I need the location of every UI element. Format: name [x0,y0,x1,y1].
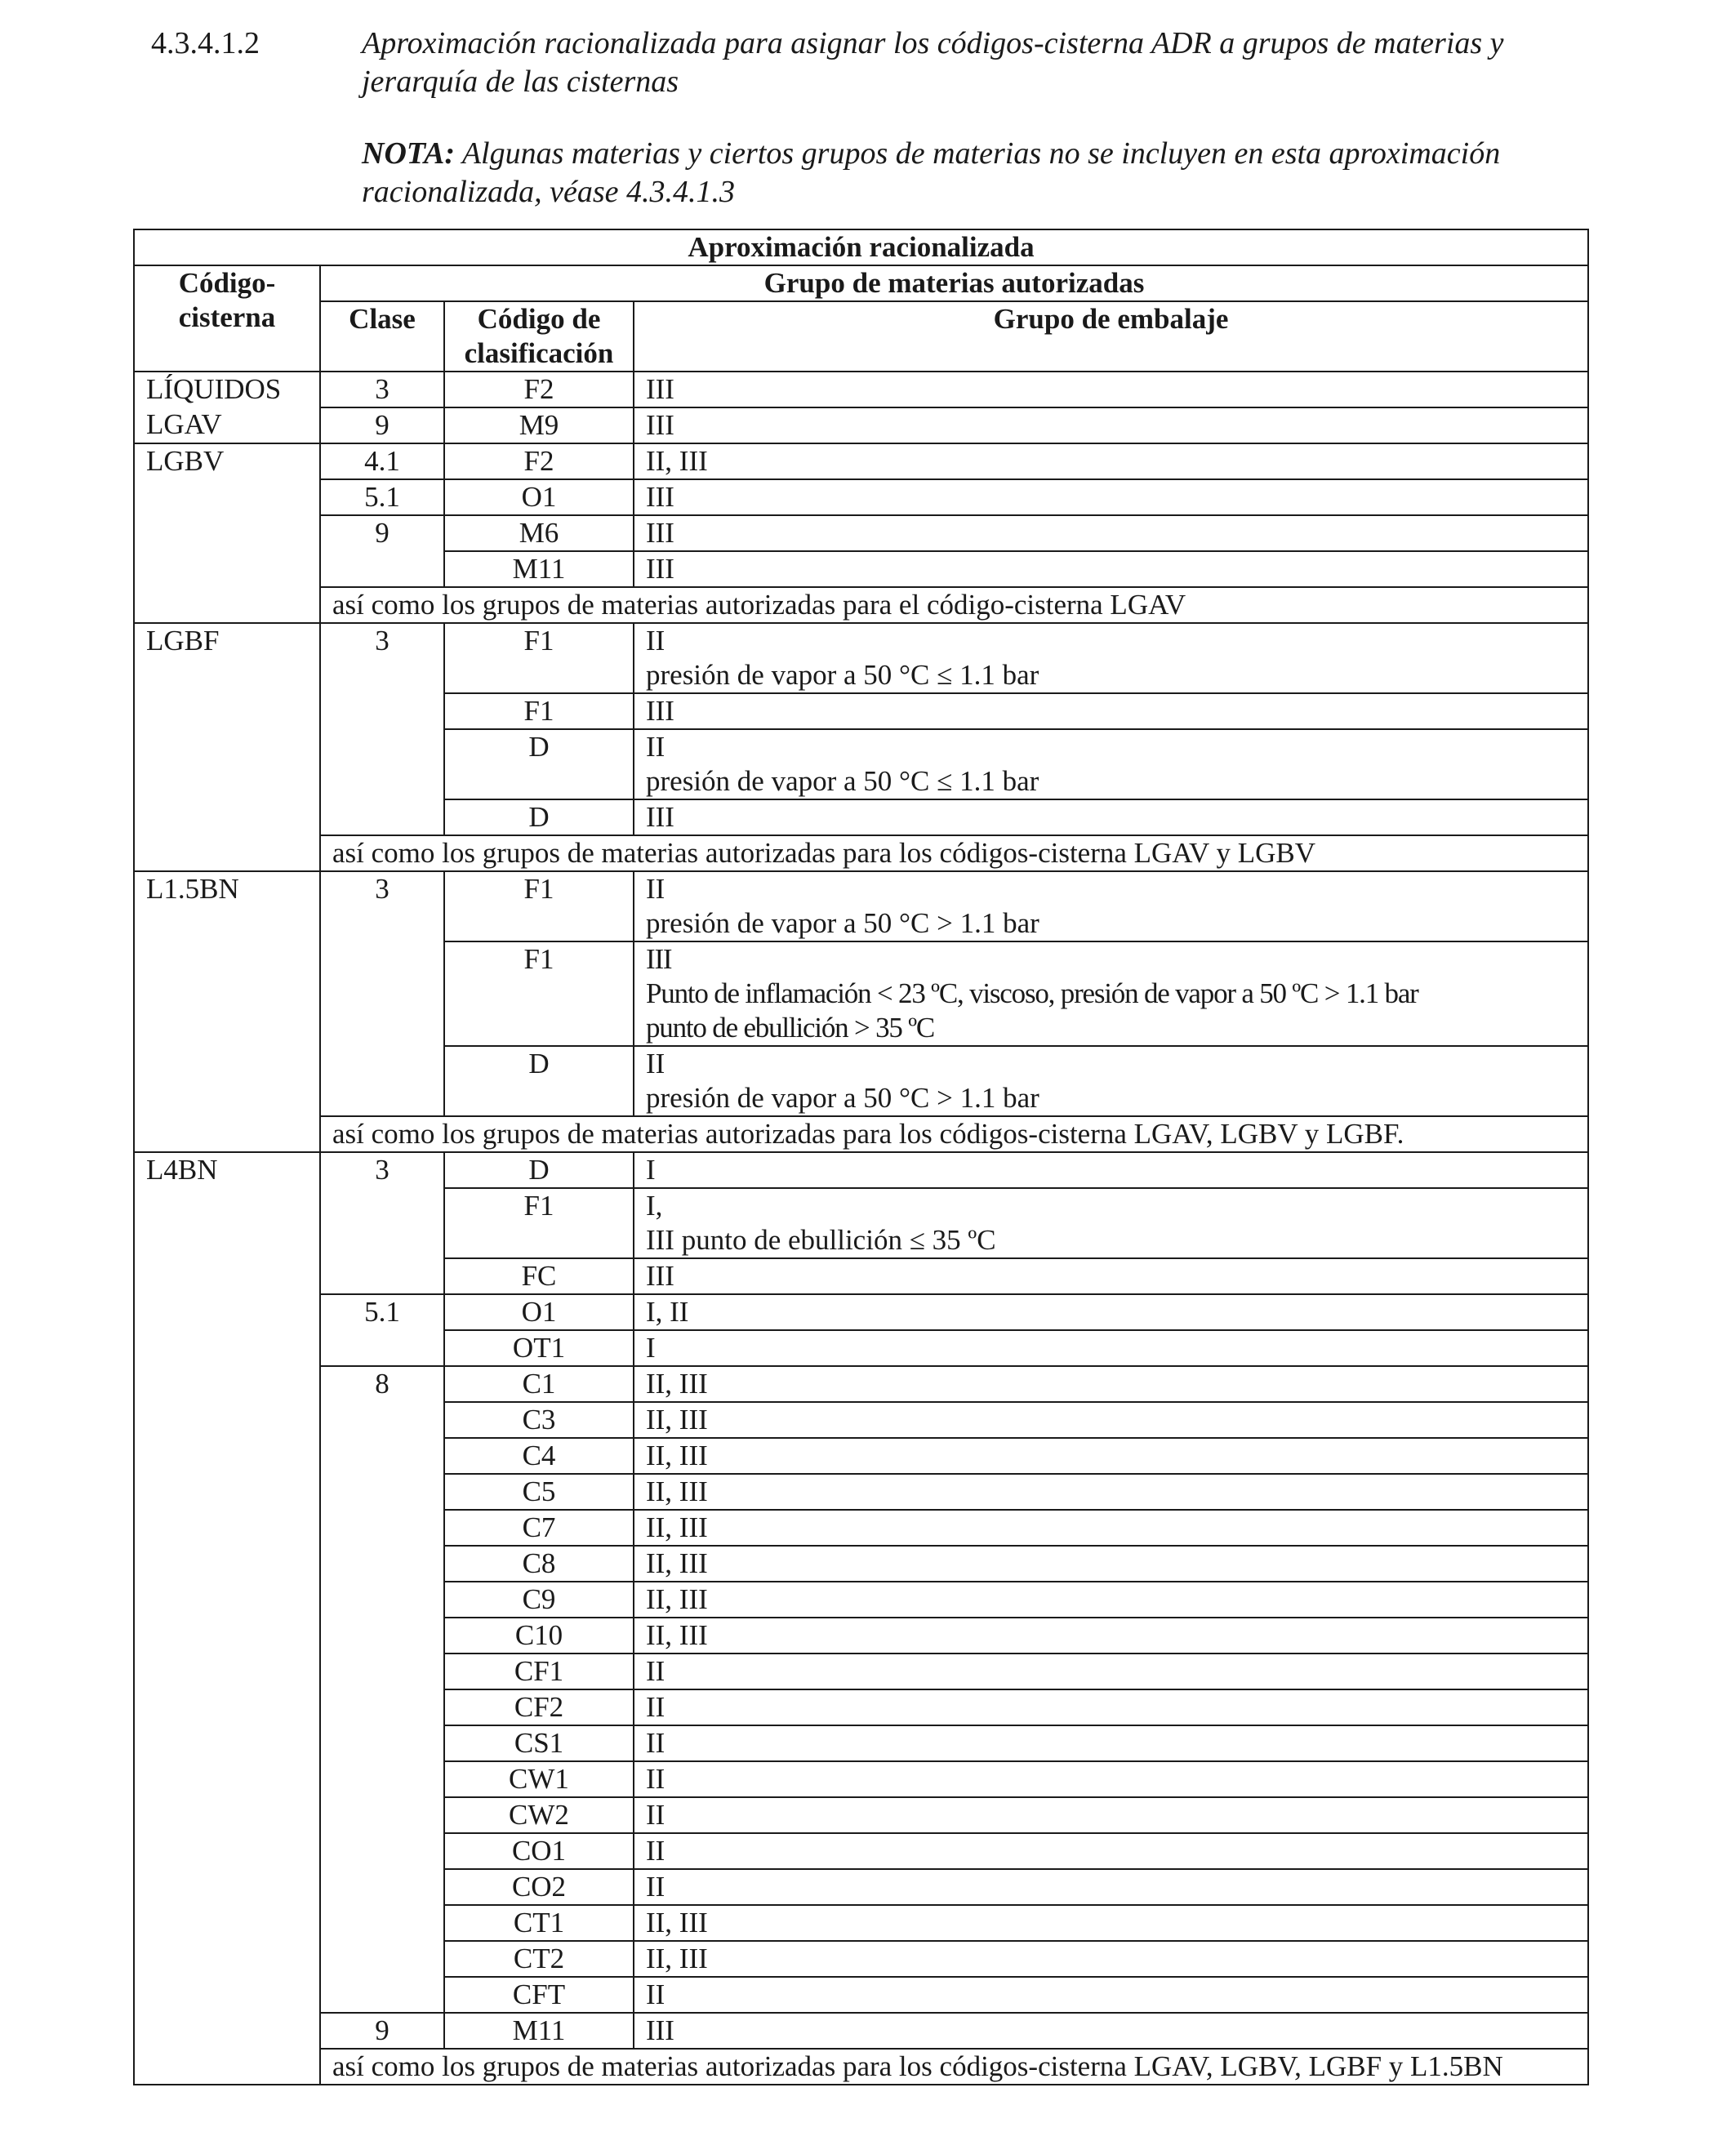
tank-code-l4bn: L4BN [134,1152,320,2085]
class-cell: 9 [320,407,444,443]
l15bn-note: así como los grupos de materias autorizadas para los códigos-cisterna LGAV, LGBV y LGBF. [320,1116,1588,1152]
classification-cell: CT1 [444,1905,634,1941]
packing-cell: I [634,1330,1588,1366]
packing-cell: III [634,479,1588,515]
packing-cell: II, III [634,1438,1588,1474]
packing-condition: III punto de ebullición ≤ 35 ºC [646,1224,996,1256]
class-cell: 9 [320,2013,444,2049]
classification-cell: CT2 [444,1941,634,1977]
header-classification: Código de clasificación [444,301,634,372]
class-cell: 5.1 [320,479,444,515]
classification-cell: M6 [444,515,634,551]
packing-condition: punto de ebullición > 35 ºC [646,1012,935,1044]
classification-cell: M9 [444,407,634,443]
tank-code-lgav: LGAV [134,407,320,443]
classification-cell: F1 [444,623,634,693]
classification-cell: CW2 [444,1797,634,1833]
class-cell: 3 [320,1152,444,1294]
lgbv-note: así como los grupos de materias autorizadas para el código-cisterna LGAV [320,587,1588,623]
classification-cell: CO1 [444,1833,634,1869]
section-number: 4.3.4.1.2 [151,26,260,60]
classification-cell: F2 [444,443,634,479]
packing-cell: II [634,1797,1588,1833]
note-text: Algunas materias y ciertos grupos de materias no se incluyen en esta aproximación racionalizada, véase 4.3.4.1.3 [362,136,1501,209]
packing-cell: II [634,1725,1588,1761]
packing-condition: presión de vapor a 50 °C ≤ 1.1 bar [646,765,1039,797]
packing-cell: II [634,1761,1588,1797]
packing-cell: II, III [634,1905,1588,1941]
packing-cell: II, III [634,1546,1588,1582]
classification-cell: F2 [444,372,634,407]
packing-cell: III [634,551,1588,587]
tank-code-lgbf: LGBF [134,623,320,871]
header-class: Clase [320,301,444,372]
class-cell: 5.1 [320,1294,444,1366]
packing-cell: II, III [634,1366,1588,1402]
classification-cell: M11 [444,2013,634,2049]
class-cell: 3 [320,871,444,1116]
tank-code-lgbv: LGBV [134,443,320,623]
classification-cell: D [444,1152,634,1188]
packing-condition: presión de vapor a 50 °C ≤ 1.1 bar [646,659,1039,691]
classification-cell: F1 [444,693,634,729]
l4bn-note: así como los grupos de materias autorizadas para los códigos-cisterna LGAV, LGBV, LGBF y L1.5BN [320,2049,1588,2085]
classification-cell: C5 [444,1474,634,1510]
classification-cell: C4 [444,1438,634,1474]
classification-cell: D [444,799,634,835]
classification-cell: C1 [444,1366,634,1402]
classification-cell: OT1 [444,1330,634,1366]
packing-cell: II, III [634,1941,1588,1977]
packing-group: II [646,873,665,905]
tank-code-table [133,229,1589,2085]
class-cell: 4.1 [320,443,444,479]
class8-row [134,1366,1588,1402]
classification-cell: CF2 [444,1689,634,1725]
packing-cell: II, III [634,443,1588,479]
packing-cell [634,871,1588,941]
packing-cell: II [634,1869,1588,1905]
packing-cell: II, III [634,1510,1588,1546]
packing-cell: III [634,372,1588,407]
classification-cell: C3 [444,1402,634,1438]
packing-cell: II [634,1689,1588,1725]
class-cell: 3 [320,372,444,407]
class-cell: 3 [320,623,444,835]
packing-group: II [646,625,665,657]
packing-cell [634,623,1588,693]
class-cell: 8 [320,1366,444,2013]
section-title: Aproximación racionalizada para asignar los códigos-cisterna ADR a grupos de materias y jerarquía de las cisternas [362,26,1504,99]
packing-condition: presión de vapor a 50 °C > 1.1 bar [646,1082,1039,1114]
classification-cell: F1 [444,1188,634,1258]
header-code: Código-cisterna [134,265,320,372]
packing-cell [634,729,1588,799]
header-packing: Grupo de embalaje [634,301,1588,372]
packing-condition: Punto de inflamación < 23 ºC, viscoso, presión de vapor a 50 ºC > 1.1 bar [646,977,1418,1009]
packing-cell: II [634,1977,1588,2013]
classification-cell: C9 [444,1582,634,1618]
packing-condition: presión de vapor a 50 °C > 1.1 bar [646,907,1039,939]
classification-cell: D [444,729,634,799]
packing-group: I, [646,1190,663,1222]
packing-cell: III [634,2013,1588,2049]
classification-cell: CW1 [444,1761,634,1797]
packing-group: III [646,943,672,975]
classification-cell: C10 [444,1618,634,1654]
packing-cell: III [634,515,1588,551]
classification-cell: FC [444,1258,634,1294]
classification-cell: CFT [444,1977,634,2013]
packing-cell: II, III [634,1474,1588,1510]
table-title: Aproximación racionalizada [134,229,1588,265]
header-group: Grupo de materias autorizadas [320,265,1588,301]
packing-cell: II [634,1833,1588,1869]
classification-cell: CS1 [444,1725,634,1761]
classification-cell: CF1 [444,1654,634,1689]
packing-cell: II, III [634,1582,1588,1618]
class-cell: 9 [320,515,444,587]
packing-cell: III [634,693,1588,729]
tank-code-liquidos: LÍQUIDOS [134,372,320,407]
classification-cell: C7 [444,1510,634,1546]
classification-cell: CO2 [444,1869,634,1905]
packing-cell: I, II [634,1294,1588,1330]
packing-cell: III [634,1258,1588,1294]
packing-cell: I [634,1152,1588,1188]
classification-cell: F1 [444,941,634,1046]
packing-cell: II [634,1654,1588,1689]
tank-code-l15bn: L1.5BN [134,871,320,1152]
note-label: NOTA: [362,136,455,171]
packing-cell: II, III [634,1618,1588,1654]
note-paragraph [362,135,1603,211]
classification-cell: M11 [444,551,634,587]
packing-cell [634,1046,1588,1116]
lgbf-note: así como los grupos de materias autorizadas para los códigos-cisterna LGAV y LGBV [320,835,1588,871]
classification-cell: D [444,1046,634,1116]
packing-cell [634,941,1588,1046]
packing-group: II [646,731,665,763]
classification-cell: O1 [444,1294,634,1330]
classification-cell: F1 [444,871,634,941]
packing-cell: II, III [634,1402,1588,1438]
classification-cell: C8 [444,1546,634,1582]
classification-cell: O1 [444,479,634,515]
packing-group: II [646,1048,665,1079]
packing-cell [634,1188,1588,1258]
packing-cell: III [634,799,1588,835]
packing-cell: III [634,407,1588,443]
